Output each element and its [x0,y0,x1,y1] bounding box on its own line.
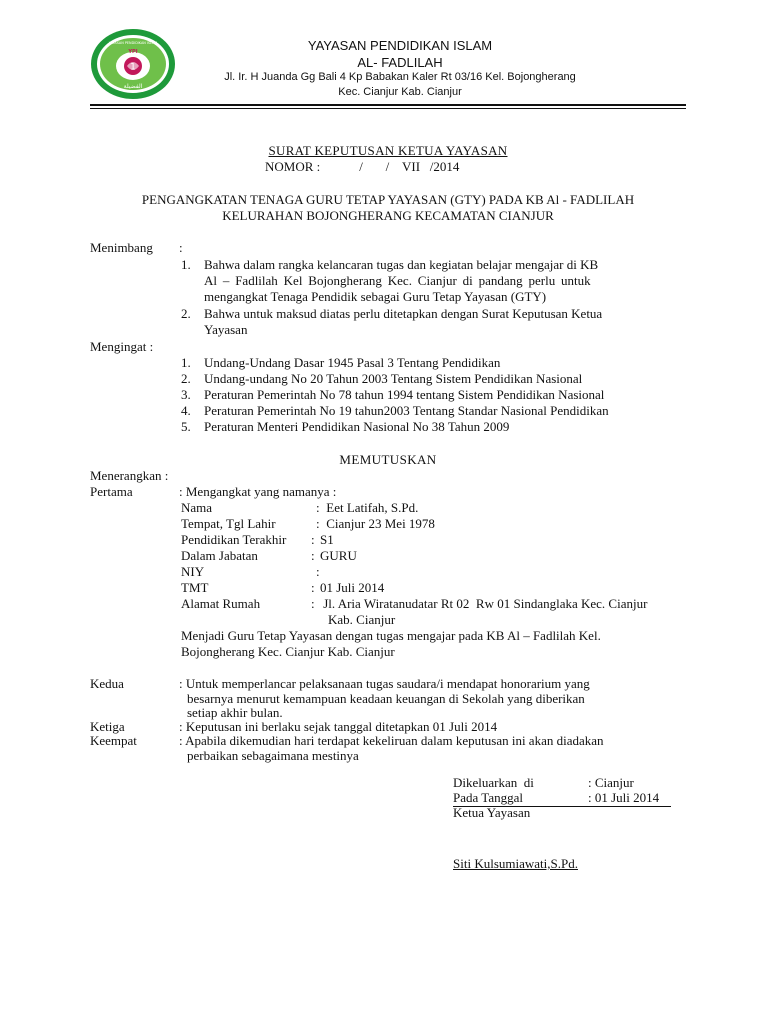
svg-text:YPI: YPI [128,49,138,55]
field-label: NIY [181,564,205,579]
field-value: Eet Latifah, S.Pd. [323,500,419,515]
keempat-label: Keempat [90,733,137,748]
field-label: Nama [181,500,213,515]
field-value: 01 Juli 2014 [320,580,385,595]
field-colon: : [311,596,315,611]
menimbang-item-line: Al – Fadlilah Kel Bojongherang Kec. Cianjur di pandang perlu untuk [204,273,591,288]
menimbang-item-num: 2. [181,306,191,321]
field-label: Pendidikan Terakhir [181,532,287,547]
svg-text:الفضيلة: الفضيلة [123,83,143,90]
kedua-line: besarnya menurut kemampuan keadaan keuangan di Sekolah yang diberikan [187,691,585,706]
field-colon: : [316,500,320,515]
document-subject-2: KELURAHAN BOJONGHERANG KECAMATAN CIANJUR [222,208,554,223]
mengingat-item-num: 5. [181,419,191,434]
address-line-1: Jl. Ir. H Juanda Gg Bali 4 Kp Babakan Kaler Rt 03/16 Kel. Bojongherang [224,71,576,83]
menimbang-label: Menimbang [90,240,153,255]
field-colon: : [311,548,315,563]
field-value-continued: Kab. Cianjur [328,612,396,627]
menimbang-item-line: Yayasan [204,322,248,337]
field-value: GURU [320,548,357,563]
svg-text:YAYASAN PENDIDIKAN ISLAM: YAYASAN PENDIDIKAN ISLAM [108,41,158,45]
issued-place-value: : Cianjur [588,775,634,790]
field-value: Jl. Aria Wiratanudatar Rt 02 Rw 01 Sindanglaka Kec. Cianjur [320,596,648,611]
kedua-line: : Untuk memperlancar pelaksanaan tugas saudara/i mendapat honorarium yang [179,676,590,691]
mengingat-item-text: Undang-Undang Dasar 1945 Pasal 3 Tentang Pendidikan [204,355,501,370]
address-line-2: Kec. Cianjur Kab. Cianjur [338,86,462,98]
mengingat-item-num: 3. [181,387,191,402]
mengingat-item-text: Peraturan Menteri Pendidikan Nasional No 38 Tahun 2009 [204,419,510,434]
letterhead-rule-thick [90,104,686,106]
svg-text:1: 1 [130,62,136,73]
field-value: S1 [320,532,334,547]
mengingat-item-text: Peraturan Pemerintah No 78 tahun 1994 tentang Sistem Pendidikan Nasional [204,387,605,402]
ketiga-text: : Keputusan ini berlaku sejak tanggal ditetapkan 01 Juli 2014 [179,719,498,734]
mengingat-item-text: Undang-undang No 20 Tahun 2003 Tentang Sistem Pendidikan Nasional [204,371,583,386]
kedua-line: setiap akhir bulan. [187,705,283,720]
organization-seal-icon [90,28,176,100]
memutuskan-heading: MEMUTUSKAN [339,452,437,467]
field-label: TMT [181,580,209,595]
document-subject-1: PENGANGKATAN TENAGA GURU TETAP YAYASAN (GTY) PADA KB Al - FADLILAH [141,192,635,207]
issued-place-label: Dikeluarkan di [453,775,534,790]
org-name: YAYASAN PENDIDIKAN ISLAM [307,38,493,53]
field-colon: : [316,564,320,579]
org-name-2: AL- FADLILAH [357,55,443,70]
document-heading: SURAT KEPUTUSAN KETUA YAYASAN [268,143,508,158]
document-number: NOMOR : / / VII /2014 [265,159,460,174]
field-colon: : [311,532,315,547]
menimbang-item-line: Bahwa untuk maksud diatas perlu ditetapkan dengan Surat Keputusan Ketua [204,306,603,321]
issued-date-value: : 01 Juli 2014 [588,790,660,805]
pertama-intro: : Mengangkat yang namanya : [179,484,337,499]
mengingat-item-text: Peraturan Pemerintah No 19 tahun2003 Tentang Standar Nasional Pendidikan [204,403,609,418]
logo [90,28,176,100]
field-label: Tempat, Tgl Lahir [181,516,276,531]
mengingat-label: Mengingat : [90,339,154,354]
menimbang-colon: : [179,240,183,255]
menimbang-item-line: mengangkat Tenaga Pendidik sebagai Guru Tetap Yayasan (GTY) [204,289,547,304]
mengingat-item-num: 1. [181,355,191,370]
field-label: Dalam Jabatan [181,548,258,563]
field-colon: : [311,580,315,595]
signer-position: Ketua Yayasan [453,805,531,820]
field-label: Alamat Rumah [181,596,261,611]
kedua-label: Kedua [90,676,124,691]
field-colon: : [316,516,320,531]
mengingat-item-num: 4. [181,403,191,418]
signer-name: Siti Kulsumiawati,S.Pd. [453,856,578,871]
field-value: Cianjur 23 Mei 1978 [323,516,435,531]
ketiga-label: Ketiga [90,719,125,734]
issued-date-label: Pada Tanggal [453,790,523,805]
letterhead-rule-thin [90,108,686,109]
keempat-line: : Apabila dikemudian hari terdapat kekeliruan dalam keputusan ini akan diadakan [179,733,604,748]
pertama-closing-1: Menjadi Guru Tetap Yayasan dengan tugas mengajar pada KB Al – Fadlilah Kel. [181,628,601,643]
pertama-closing-2: Bojongherang Kec. Cianjur Kab. Cianjur [181,644,395,659]
menimbang-item-line: Bahwa dalam rangka kelancaran tugas dan kegiatan belajar mengajar di KB [204,257,599,272]
pertama-label: Pertama [90,484,133,499]
menerangkan-label: Menerangkan : [90,468,169,483]
keempat-line: perbaikan sebagaimana mestinya [187,748,359,763]
menimbang-item-num: 1. [181,257,191,272]
mengingat-item-num: 2. [181,371,191,386]
